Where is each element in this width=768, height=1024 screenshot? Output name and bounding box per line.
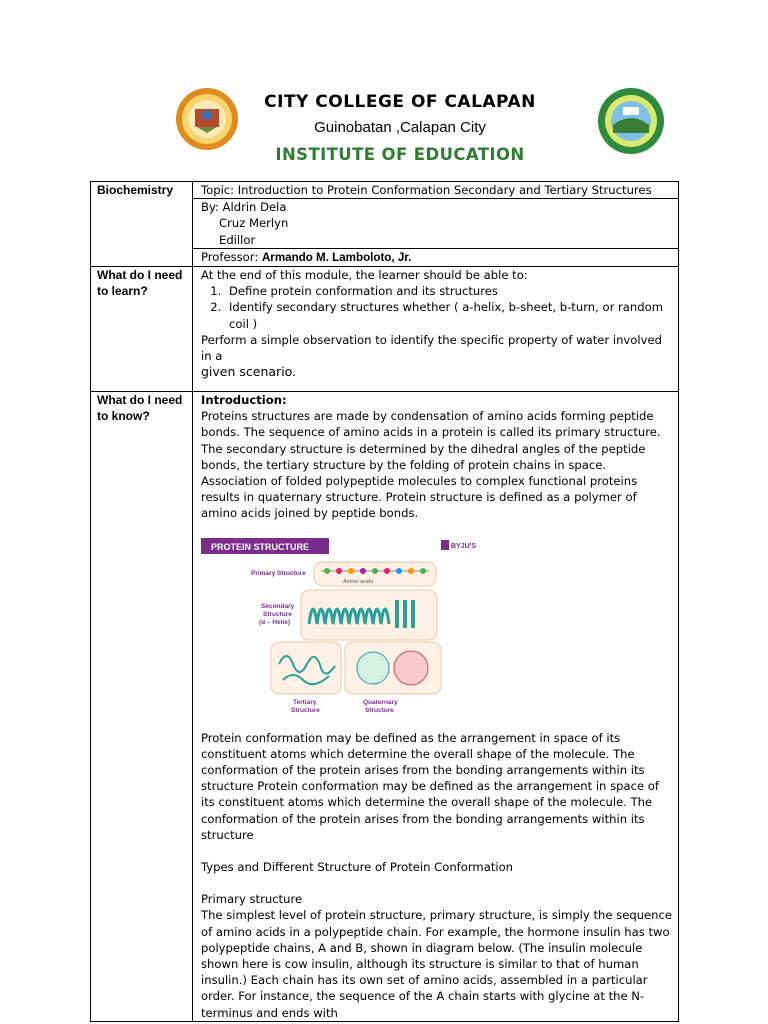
module-table — [90, 181, 679, 1022]
author-by: By: Aldrin Dela — [201, 200, 287, 215]
author-edillor: Edillor — [219, 232, 256, 247]
banner-text: PROTEIN STRUCTURE — [211, 541, 310, 552]
quaternary-label-1: Quaternary — [363, 698, 398, 706]
learn-cell — [193, 267, 679, 392]
objective-item: 2. Identify secondary structures whether ( a-helix, b-sheet, b-turn, or random coil ) — [225, 299, 674, 331]
know-cell — [193, 392, 679, 1022]
author-cruz: Cruz Merlyn — [219, 216, 289, 231]
college-name: CITY COLLEGE OF CALAPAN — [264, 92, 536, 112]
intro-heading: Introduction: — [201, 393, 287, 408]
tertiary-label-2: Structure — [291, 706, 320, 714]
province-seal-logo — [597, 87, 665, 155]
professor-name: Armando M. Lamboloto, Jr. — [261, 250, 412, 264]
tertiary-panel — [271, 642, 341, 694]
professor-cell — [193, 248, 679, 266]
intro-text: Proteins structures are made by condensation of amino acids forming peptide bonds. The sequence of amino acids in a protein is called its primary structure. The secondary structure is determined by the dihedral angles of the peptide bonds, the tertiary structure by the folding of protein chains in space. Association of folded polypeptide molecules to complex functional proteins results in quaternary structure. Protein structure is defined as a polymer of amino acids joined by peptide bonds. — [201, 409, 661, 521]
amino-label: Amino acids — [343, 578, 373, 585]
secondary-label-2: Structure — [263, 610, 292, 618]
know-row — [91, 392, 679, 1022]
institute-name: INSTITUTE OF EDUCATION — [275, 145, 525, 164]
amino-chain — [324, 568, 426, 574]
professor-label: Professor: — [201, 249, 259, 264]
types-heading: Types and Different Structure of Protein Conformation — [201, 860, 514, 875]
subunit-a-shape — [357, 652, 389, 684]
brand-logo-icon — [441, 540, 449, 550]
learn-intro: At the end of this module, the learner should be able to: — [201, 268, 528, 283]
primary-label: Primary Structure — [251, 569, 306, 577]
college-address: Guinobatan ,Calapan City — [314, 119, 486, 136]
brand-text: BYJU'S — [451, 542, 477, 550]
objective-item: 1. Define protein conformation and its structures — [225, 283, 674, 299]
primary-text: The simplest level of protein structure, primary structure, is simply the sequence of amino acids in a polypeptide chain. For example, the hormone insulin has two polypeptide chains, A and B, shown in diagram below. (The insulin molecule shown here is cow insulin, although its structure is similar to that of human insulin.) Each chain has its own set of amino acids, assembled in a particular order. For instance, the sequence of the A chain starts with glycine at the N-terminus and ends with — [201, 908, 673, 1020]
primary-heading: Primary structure — [201, 892, 303, 907]
subject-label: Biochemistry — [91, 182, 193, 267]
know-label: What do I need to know? — [91, 392, 193, 1022]
tertiary-label-1: Tertiary — [293, 698, 317, 706]
subunit-b-shape — [394, 651, 428, 685]
topic-cell: Topic: Introduction to Protein Conformation Secondary and Tertiary Structures — [193, 182, 679, 199]
authors-cell — [193, 199, 679, 249]
subject-row — [91, 182, 679, 199]
learn-row — [91, 267, 679, 392]
protein-structure-figure — [201, 534, 481, 722]
secondary-label-1: Secondary — [261, 602, 295, 610]
learn-label: What do I need to learn? — [91, 267, 193, 392]
learn-note-2: given scenario. — [201, 364, 297, 380]
conformation-text: Protein conformation may be defined as the arrangement in space of its constituent atoms which determine the overall shape of the molecule. The conformation of the protein arises from the bonding arrangements within its structure Protein conformation may be defined as the arrangement in space of its constituent atoms which determine the overall shape of the molecule. The conformation of the protein arises from the bonding arrangements within its structure — [201, 730, 659, 842]
secondary-label-3: (α – Helix) — [259, 618, 291, 626]
quaternary-label-2: Structure — [365, 706, 394, 714]
objectives-list — [201, 283, 674, 332]
secondary-panel — [301, 590, 437, 640]
learn-note-1: Perform a simple observation to identify the specific property of water involved in a — [201, 332, 662, 364]
